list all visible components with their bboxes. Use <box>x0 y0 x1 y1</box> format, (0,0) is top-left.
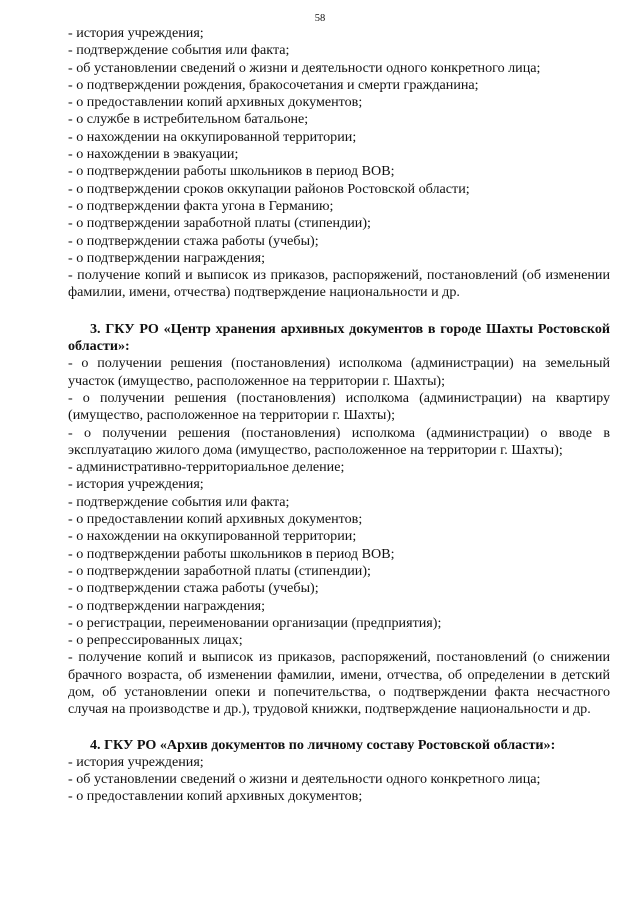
list-item: - административно-территориальное деление; <box>68 459 345 476</box>
list-item: - подтверждение события или факта; <box>68 42 290 59</box>
list-item: - о предоставлении копий архивных документов; <box>68 94 363 111</box>
list-item: - о подтверждении награждения; <box>68 597 266 614</box>
list-item: - история учреждения; <box>68 753 204 770</box>
list-item: - о регистрации, переименовании организации (предприятия); <box>68 614 442 631</box>
list-item: - о подтверждении работы школьников в период ВОВ; <box>68 545 395 562</box>
list-paragraph: - о получении решения (постановления) исполкома (администрации) на квартиру (имущество, расположенное на территории г. Шахты); <box>68 389 610 424</box>
section-spacer <box>68 719 610 737</box>
section-3 <box>68 321 610 719</box>
list-paragraph: - о получении решения (постановления) исполкома (администрации) о вводе в эксплуатацию жилого дома (имущество, расположенное на территории г. Шахты); <box>68 424 610 458</box>
list-item: - о нахождении в эвакуации; <box>68 146 239 163</box>
section-heading: 3. ГКУ РО «Центр хранения архивных документов в городе Шахты Ростовской области»: <box>68 320 610 355</box>
section-top-list <box>68 25 610 302</box>
list-item: - о предоставлении копий архивных документов; <box>68 788 363 805</box>
closing-paragraph: - получение копий и выписок из приказов, распоряжений, постановлений (о снижении брачного возраста, об изменении фамилии, имени, отчества, об определении в детский дом, об установлении опеки и попечительства, о подтверждении факта несчастного случая на производстве и др.), трудовой книжки, подтверждение национальности и др. <box>68 649 610 718</box>
list-item: - о подтверждении рождения, бракосочетания и смерти гражданина; <box>68 76 479 93</box>
list-item: - о подтверждении стажа работы (учебы); <box>68 232 319 249</box>
page-content <box>68 25 610 806</box>
list-item: - об установлении сведений о жизни и деятельности одного конкретного лица; <box>68 771 541 788</box>
list-item: - о подтверждении работы школьников в период ВОВ; <box>68 163 395 180</box>
list-item: - о подтверждении сроков оккупации районов Ростовской области; <box>68 180 470 197</box>
list-item: - о службе в истребительном батальоне; <box>68 111 309 128</box>
list-item: - о репрессированных лицах; <box>68 632 243 649</box>
list-item: - об установлении сведений о жизни и деятельности одного конкретного лица; <box>68 59 541 76</box>
list-item: - о подтверждении заработной платы (стипендии); <box>68 215 371 232</box>
closing-paragraph: - получение копий и выписок из приказов, распоряжений, постановлений (об изменении фамилии, имени, отчества) подтверждение национальности и др. <box>68 267 610 301</box>
list-item: - история учреждения; <box>68 476 204 493</box>
list-item: - о подтверждении стажа работы (учебы); <box>68 580 319 597</box>
list-item: - о предоставлении копий архивных документов; <box>68 511 363 528</box>
section-spacer <box>68 302 610 321</box>
list-item: - о подтверждении награждения; <box>68 249 266 266</box>
section-heading: 4. ГКУ РО «Архив документов по личному составу Ростовской области»: <box>90 736 556 753</box>
list-item: - о нахождении на оккупированной территории; <box>68 128 357 145</box>
section-4 <box>68 737 610 806</box>
list-item: - подтверждение события или факта; <box>68 493 290 510</box>
list-item: - о подтверждении факта угона в Германию; <box>68 197 334 214</box>
page-number: 58 <box>314 13 326 24</box>
list-item: - о нахождении на оккупированной территории; <box>68 528 357 545</box>
list-item: - история учреждения; <box>68 25 204 41</box>
list-paragraph: - о получении решения (постановления) исполкома (администрации) на земельный участок (имущество, расположенное на территории г. Шахты); <box>68 355 610 389</box>
list-item: - о подтверждении заработной платы (стипендии); <box>68 562 371 579</box>
